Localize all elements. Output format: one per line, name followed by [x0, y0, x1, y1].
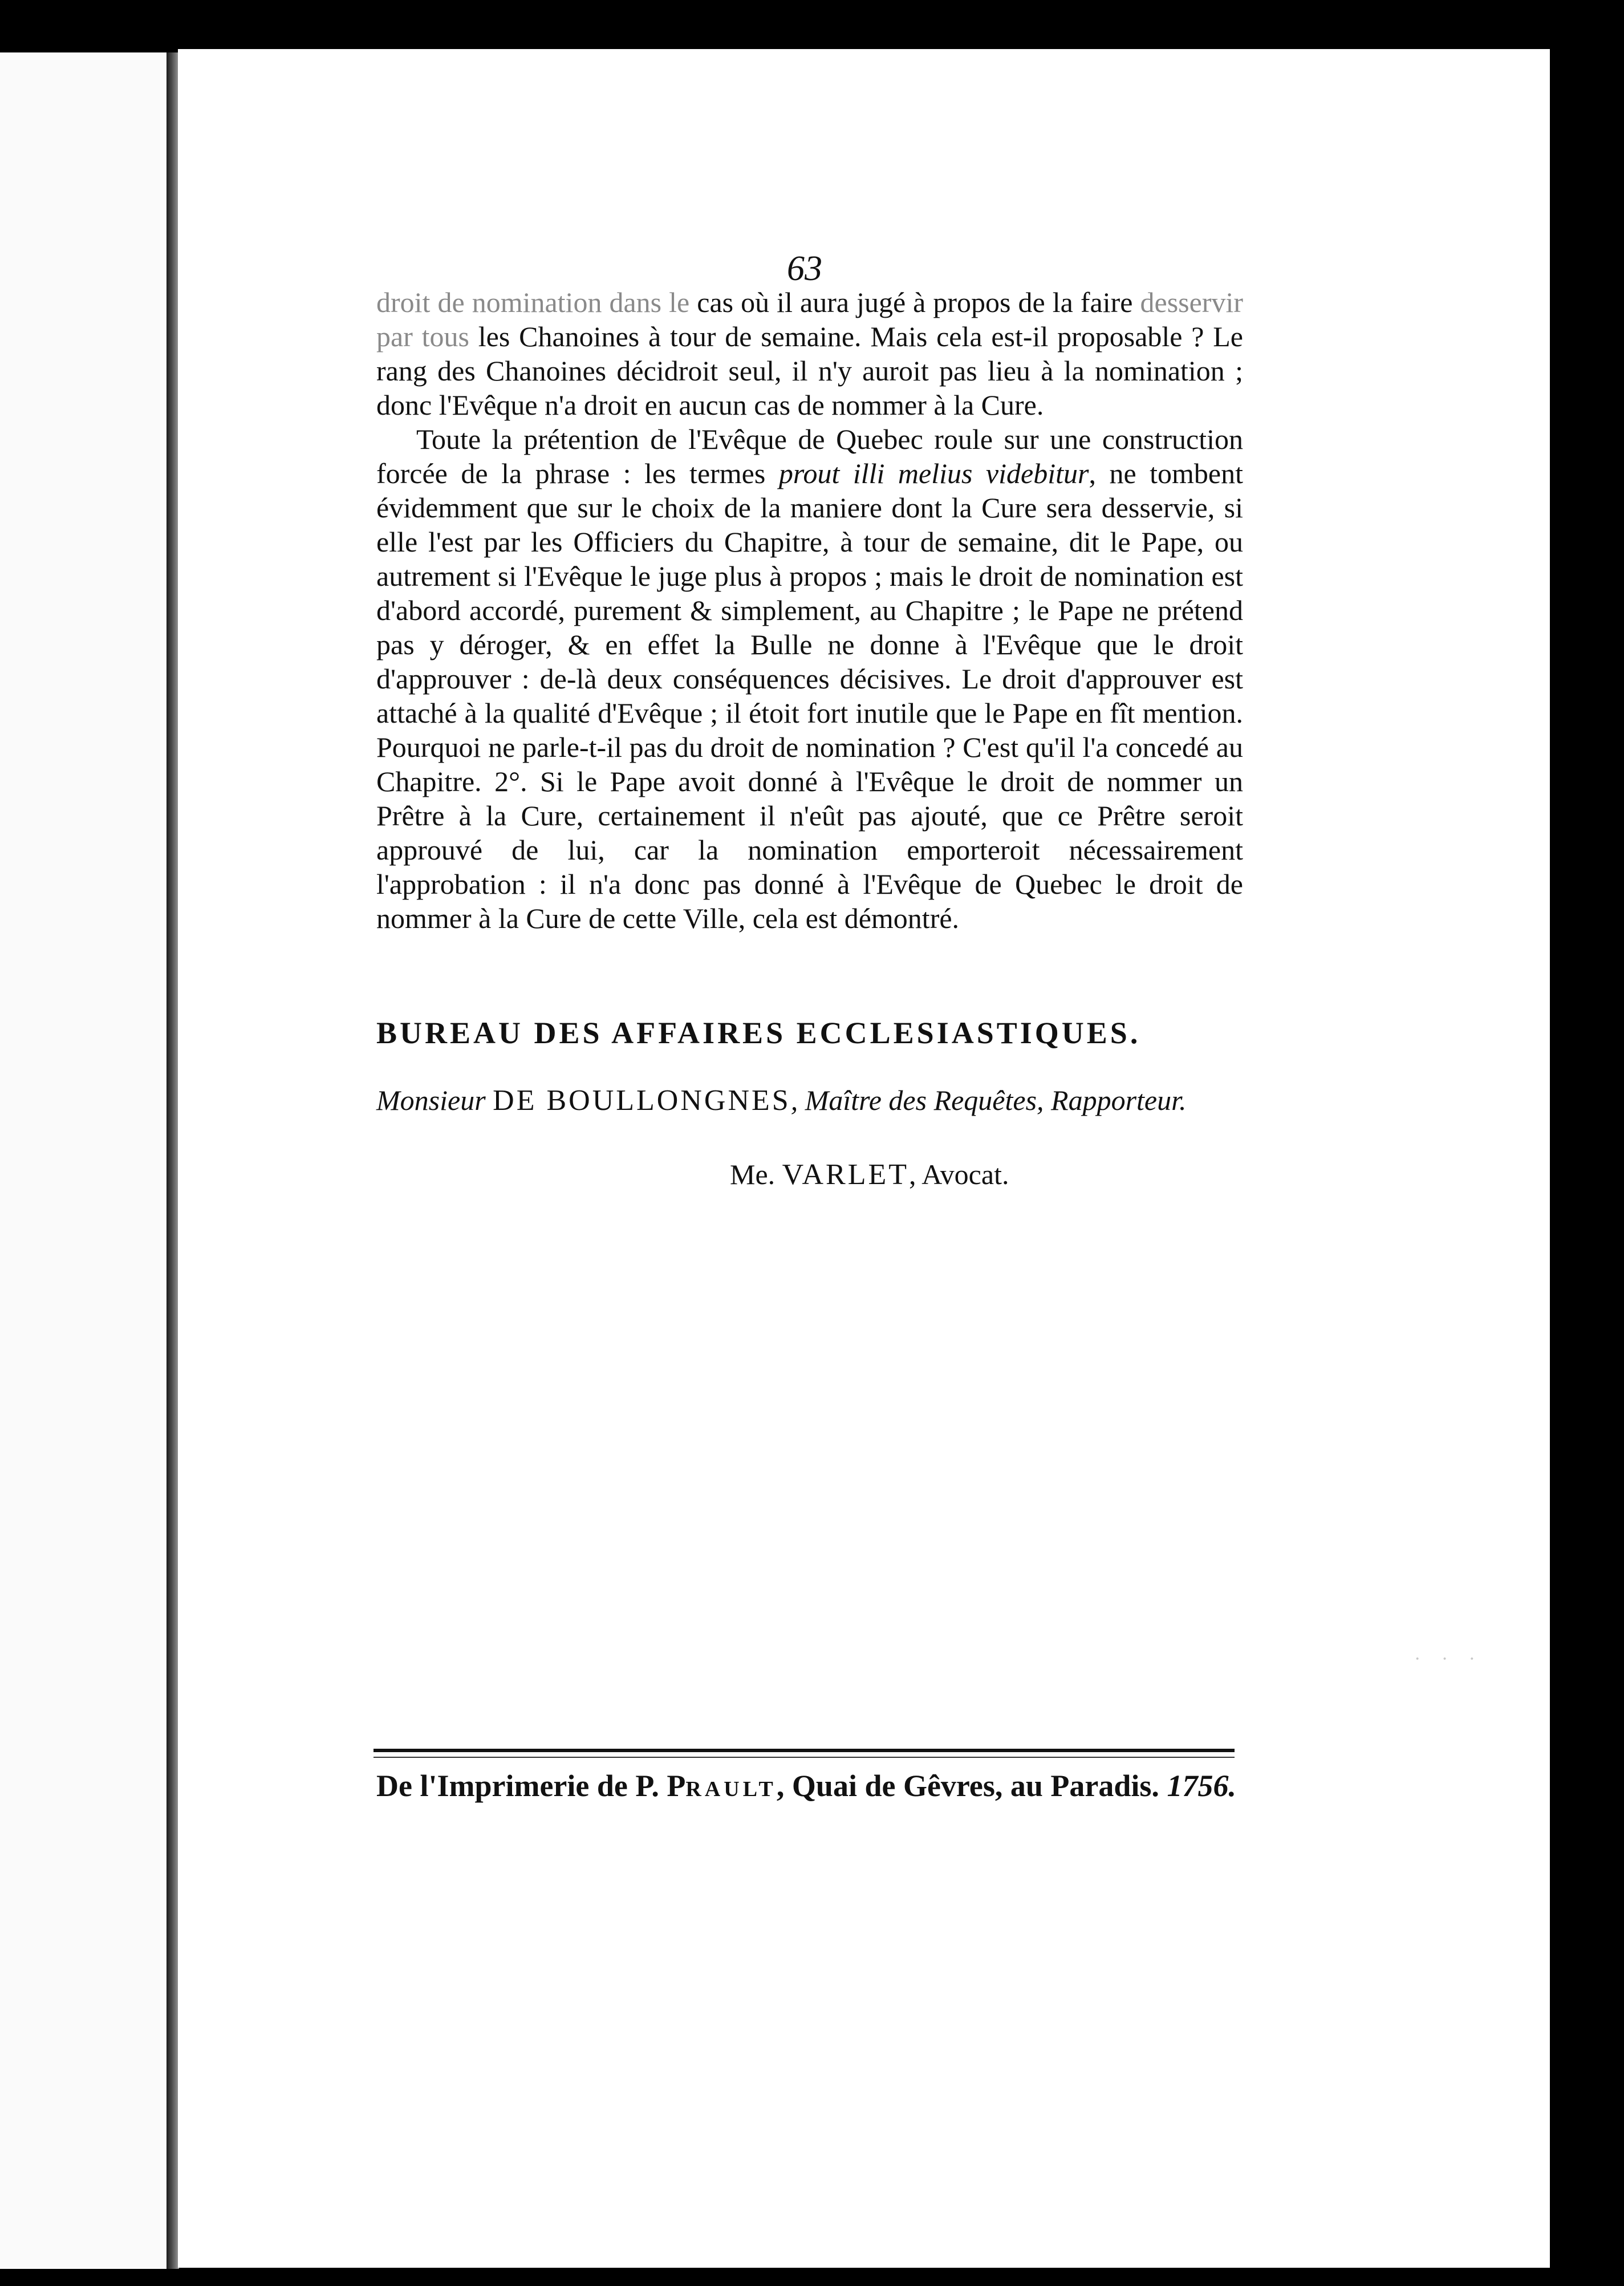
imprint-year: 1756.	[1167, 1769, 1236, 1803]
imprint-text: De l'Imprimerie de P. P	[376, 1769, 686, 1803]
latin-phrase: prout illi melius videbitur	[778, 457, 1089, 489]
scan-border-bottom	[0, 2269, 1624, 2286]
imprint-rule	[373, 1749, 1235, 1752]
body-text	[376, 285, 1243, 935]
paragraph-continuation	[376, 285, 1243, 422]
rapporteur-name: DE BOULLONGNES	[493, 1084, 791, 1117]
avocat-title: , Avocat.	[909, 1158, 1009, 1190]
rapporteur-prefix: Monsieur	[376, 1084, 493, 1116]
printer-imprint	[376, 1768, 1237, 1803]
rapporteur-line	[376, 1084, 1249, 1117]
paragraph-text: Toute la prétention de l'Evêque de Quebec roule sur une construction forcée de la phrase : les termes	[376, 423, 1243, 489]
printer-name: RAULT	[685, 1777, 777, 1801]
paragraph-text: , ne tombent évidemment que sur le choix de la maniere dont la Cure sera desservie, si elle l'est par les Officiers du Chapitre, à tour de semaine, dit le Pape, ou autrement si l'Evêque le juge plus à propos ; mais le droit de nomination est d'abord accordé, purement & simplement, au Chapitre ; le Pape ne prétend pas y déroger, & en effet la Bulle ne donne à l'Evêque que le droit d'approuver : de-là deux conséquences décisives. Le droit d'approuver est attaché à la qualité d'Evêque ; il étoit fort inutile que le Pape en fît mention. Pourquoi ne parle-t-il pas du droit de nomination ? C'est qu'il l'a concedé au Chapitre. 2°. Si le Pape avoit donné à l'Evêque le droit de nommer un Prêtre à la Cure, certainement il n'eût pas ajouté, que ce Prêtre seroit approuvé de lui, car la nomination emporteroit nécessairement l'approbation : il n'a donc pas donné à l'Evêque de Quebec le droit de nommer à la Cure de cette Ville, cela est démontré.	[376, 457, 1244, 934]
imprint-rule-thin	[373, 1757, 1235, 1758]
imprint-text: , Quai de Gêvres, au Paradis.	[776, 1769, 1167, 1803]
avocat-prefix: Me.	[730, 1158, 782, 1190]
faded-text: desservir par tous	[376, 286, 1243, 352]
binding-gutter	[167, 52, 179, 2269]
paragraph-text: les Chanoines à tour de semaine. Mais cela est-il proposable ? Le rang des Chanoines décidroit seul, il n'y auroit pas lieu à la nomination ; donc l'Evêque n'a droit en aucun cas de nommer à la Cure.	[376, 321, 1243, 421]
paragraph-argument	[376, 422, 1243, 935]
page-number: 63	[787, 249, 822, 288]
facing-page-edge	[0, 52, 171, 2269]
faded-text: droit de nomination dans le	[376, 286, 690, 318]
office-heading: BUREAU DES AFFAIRES ECCLESIASTIQUES.	[376, 1016, 1141, 1050]
scan-border-top	[0, 0, 1624, 52]
scan-border-right	[1550, 0, 1624, 2286]
rapporteur-title: , Maître des Requêtes, Rapporteur.	[790, 1084, 1187, 1116]
avocat-name: VARLET	[782, 1158, 910, 1191]
avocat-line	[730, 1158, 1009, 1191]
margin-marks: · · ·	[1414, 1648, 1483, 1669]
paragraph-text: cas où il aura jugé à propos de la faire	[689, 286, 1133, 318]
